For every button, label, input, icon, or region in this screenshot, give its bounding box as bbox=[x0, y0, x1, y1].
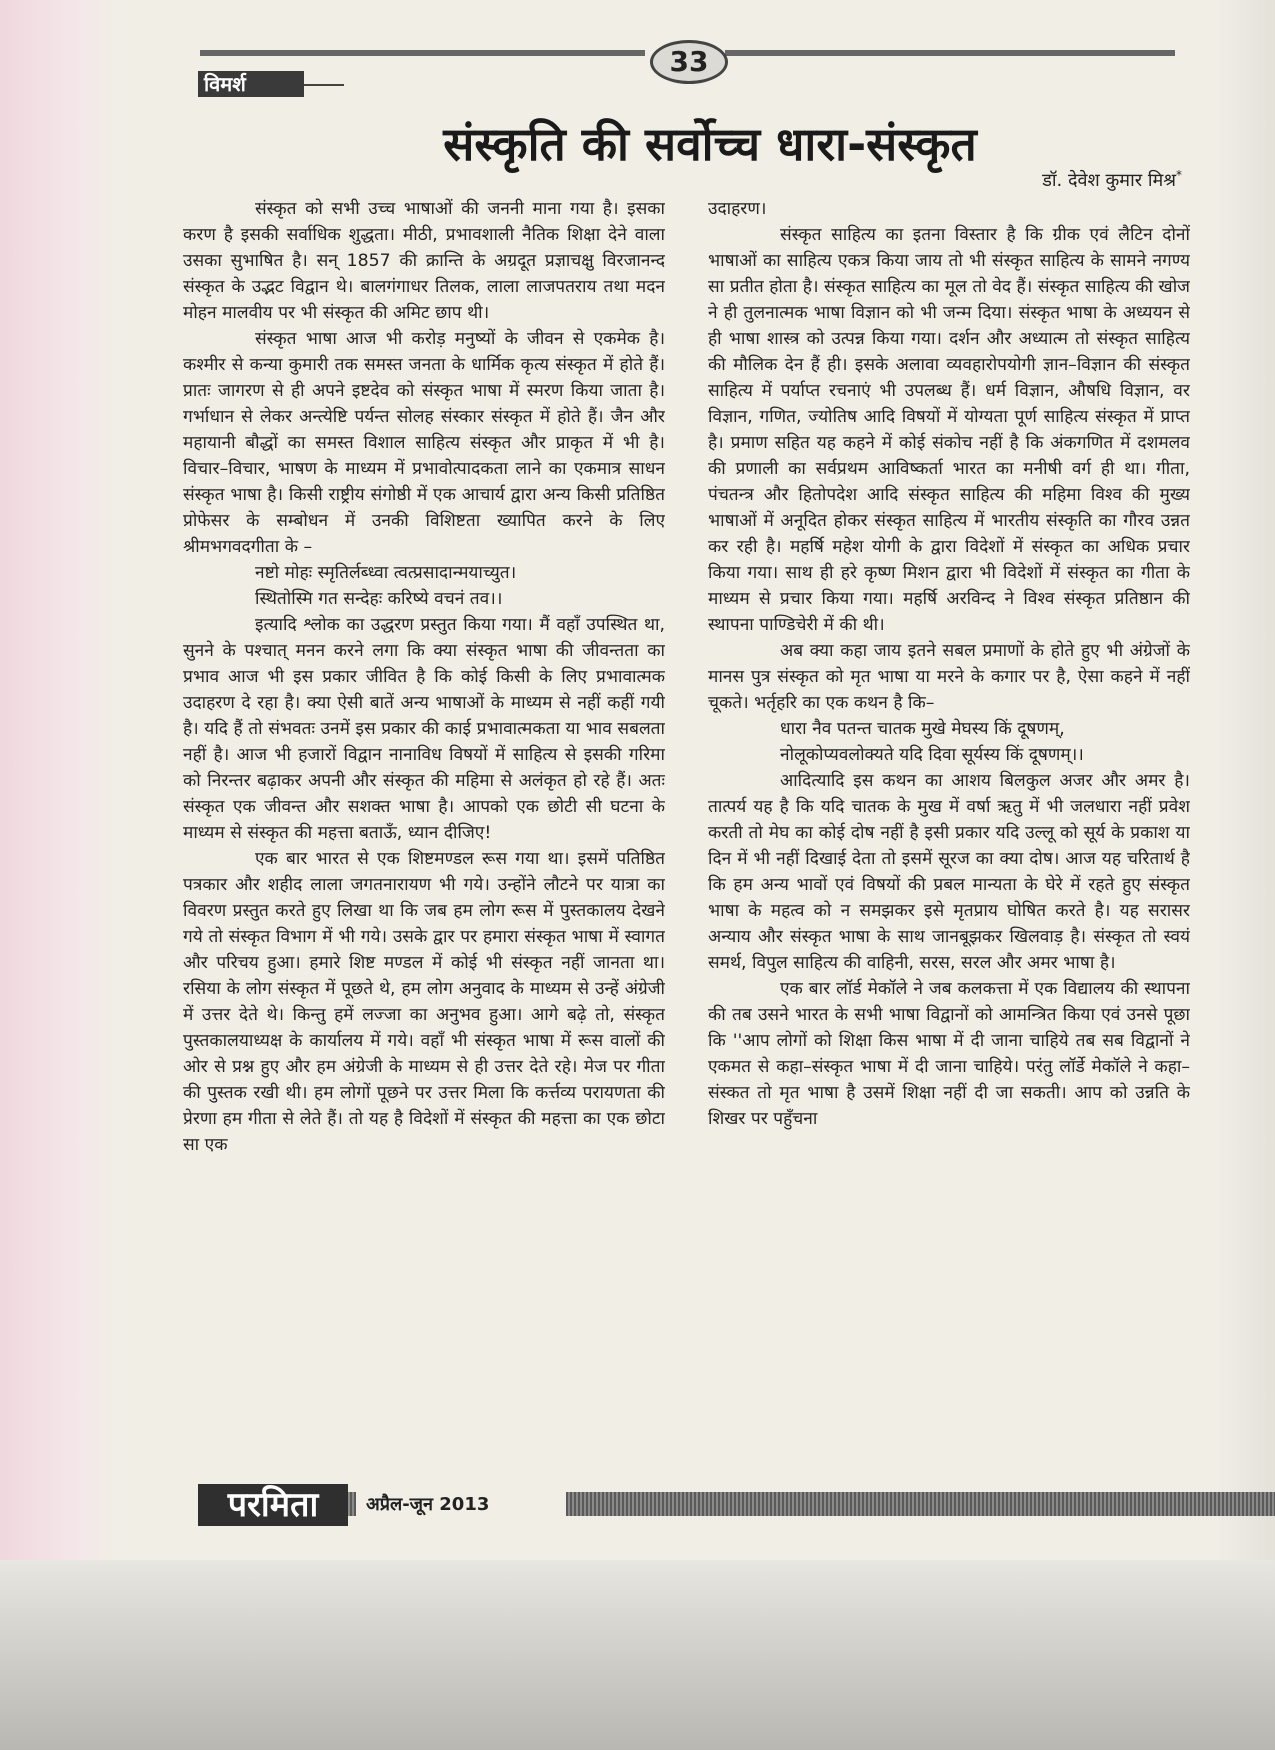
left-column bbox=[183, 196, 665, 1476]
paragraph: उदाहरण। bbox=[708, 199, 767, 219]
paragraph: इत्यादि श्लोक का उद्धरण प्रस्तुत किया गया। मैं वहाँ उपस्थित था, सुनने के पश्चात् मनन करने लगा कि क्या संस्कृत भाषा की जीवन्तता का प्रभाव आज भी इस प्रकार जीवित है कि कोई किसी के लिए प्रभावात्मक उदाहरण दे रहा है। क्या ऐसी बातें अन्य भाषाओं के माध्यम से नहीं कहीं गयी है। यदि हैं तो संभवतः उनमें इस प्रकार की काई प्रभावात्मकता या भाव सबलता नहीं है। आज भी हजारों विद्वान नानाविध विषयों में साहित्य से इसकी गरिमा को निरन्तर बढ़ाकर अपनी और संस्कृत की महिमा से अलंकृत हो रहे हैं। अतः संस्कृत एक जीवन्त और सशक्त भाषा है। आपको एक छोटी सी घटना के माध्यम से संस्कृत की महत्ता बताऊँ, ध्यान दीजिए! bbox=[183, 615, 665, 843]
section-tag-rule bbox=[304, 84, 344, 86]
verse-line: धारा नैव पतन्त चातक मुखे मेघस्य किं दूषणम्, bbox=[780, 719, 1065, 739]
paragraph: एक बार लॉर्ड मेकॉले ने जब कलकत्ता में एक विद्यालय की स्थापना की तब उसने भारत के सभी भाषा विद्वानों को आमन्त्रित किया एवं उनसे पूछा कि ''आप लोगों को शिक्षा किस भाषा में दी जाना चाहिये तब सब विद्वानों ने एकमत से कहा–संस्कृत भाषा में दी जाना चाहिये। परंतु लॉर्डे मेकॉले ने कहा–संस्कत तो मृत भाषा है उसमें शिक्षा नहीं दी जा सकती। आप को उन्नति के शिखर पर पहुँचना bbox=[708, 979, 1190, 1129]
issue-date: अप्रैल-जून 2013 bbox=[356, 1484, 566, 1526]
article-title: संस्कृति की सर्वोच्च धारा-संस्कृत bbox=[443, 117, 977, 171]
verse-line: स्थितोस्मि गत सन्देहः करिष्ये वचनं तव।। bbox=[255, 589, 503, 609]
verse-line: नष्टो मोहः स्मृतिर्लब्ध्वा त्वत्प्रसादान्मयाच्युत। bbox=[255, 563, 517, 583]
right-column bbox=[708, 196, 1190, 1476]
paragraph: आदित्यादि इस कथन का आशय बिलकुल अजर और अमर है। तात्पर्य यह है कि यदि चातक के मुख में वर्षा ऋतु में भी जलधारा नहीं प्रवेश करती तो मेघ का कोई दोष नहीं है इसी प्रकार यदि उल्लू को सूर्य के प्रकाश या दिन में भी नहीं दिखाई देता तो इसमें सूरज का क्या दोष। आज यह चरितार्थ है कि हम अन्य भावों एवं विषयों की प्रबल मान्यता के घेरे में रहते हुए संस्कृत भाषा के महत्व को न समझकर इसे मृतप्राय घोषित करते है। यह सरासर अन्याय और संस्कृत भाषा के साथ जानबूझकर खिलवाड़ है। संस्कृत तो स्वयं समर्थ, विपुल साहित्य की वाहिनी, सरस, सरल और अमर भाषा है। bbox=[708, 771, 1190, 973]
paragraph: एक बार भारत से एक शिष्टमण्डल रूस गया था। इसमें पतिष्ठित पत्रकार और शहीद लाला जगतनारायण भी गये। उन्होंने लौटने पर यात्रा का विवरण प्रस्तुत करते हुए लिखा था कि जब हम लोग रूस में पुस्तकालय देखने गये तो संस्कृत विभाग में भी गये। उसके द्वार पर हमारा संस्कृत भाषा में स्वागत और परिचय हुआ। हमारे शिष्ट मण्डल में कोई भी संस्कृत नहीं जानता था। रसिया के लोग संस्कृत में पूछते थे, हम लोग अनुवाद के माध्यम से उन्हें अंग्रेजी में उत्तर देते थे। किन्तु हमें लज्जा का अनुभव हुआ। आगे बढ़े तो, संस्कृत पुस्तकालयाध्यक्ष के कार्यालय में गये। वहाँ भी संस्कृत भाषा में रूस वालों की ओर से प्रश्न हुए और हम अंग्रेजी के माध्यम से ही उत्तर देते रहे। मेज पर गीता की पुस्तक रखी थी। हम लोगों पूछने पर उत्तर मिला कि कर्त्तव्य परायणता की प्रेरणा हम गीता से लेते हैं। तो यह है विदेशों में संस्कृत की महत्ता का एक छोटा सा एक bbox=[183, 849, 665, 1155]
paragraph: संस्कृत को सभी उच्च भाषाओं की जननी माना गया है। इसका करण है इसकी सर्वाधिक शुद्धता। मीठी, प्रभावशाली नैतिक शिक्षा देने वाला उसका सुभाषित है। सन् 1857 की क्रान्ति के अग्रदूत प्रज्ञाचक्षु विरजानन्द संस्कृत के उद्भट विद्वान थे। बालगंगाधर तिलक, लाला लाजपतराय तथा मदन मोहन मालवीय पर भी संस्कृत की अमिट छाप थी। bbox=[183, 199, 665, 323]
paragraph: अब क्या कहा जाय इतने सबल प्रमाणों के होते हुए भी अंग्रेजों के मानस पुत्र संस्कृत को मृत भाषा या मरने के कगार पर है, ऐसा कहने में नहीं चूकते। भर्तृहरि का एक कथन है कि– bbox=[708, 641, 1190, 713]
paragraph: संस्कृत भाषा आज भी करोड़ मनुष्यों के जीवन से एकमेक है। कश्मीर से कन्या कुमारी तक समस्त जनता के धार्मिक कृत्य संस्कृत में होते हैं। प्रातः जागरण से ही अपने इष्टदेव को संस्कृत भाषा में स्मरण किया जाता है। गर्भाधान से लेकर अन्त्येष्टि पर्यन्त सोलह संस्कार संस्कृत में होते हैं। जैन और महायानी बौद्धों का समस्त विशाल साहित्य संस्कृत और प्राकृत में भी है। विचार–विचार, भाषण के माध्यम में प्रभावोत्पादकता लाने का एकमात्र साधन संस्कृत भाषा है। किसी राष्ट्रीय संगोष्ठी में एक आचार्य द्वारा अन्य किसी प्रतिष्ठित प्रोफेसर के सम्बोधन में उनकी विशिष्टता ख्यापित करने के लिए श्रीमभगवदगीता के – bbox=[183, 329, 665, 557]
header-rule-right bbox=[725, 50, 1175, 56]
scan-shadow-left bbox=[0, 0, 120, 1750]
author-name: डॉ. देवेश कुमार मिश्र bbox=[1042, 170, 1176, 191]
author-footnote-mark: * bbox=[1176, 168, 1182, 182]
verse-line: नोलूकोप्यवलोक्यते यदि दिवा सूर्यस्य किं दूषणम्।। bbox=[780, 745, 1084, 765]
scan-shadow-bottom bbox=[0, 1560, 1275, 1750]
scan-shadow-right bbox=[1215, 0, 1275, 1560]
header-rule-left bbox=[200, 50, 645, 56]
magazine-logo: परमिता bbox=[198, 1484, 348, 1526]
section-tag: विमर्श bbox=[198, 71, 304, 97]
article-author bbox=[870, 168, 1182, 192]
paragraph: संस्कृत साहित्य का इतना विस्तार है कि ग्रीक एवं लैटिन दोनों भाषाओं का साहित्य एकत्र किया जाय तो भी संस्कृत साहित्य के सामने नगण्य सा प्रतीत होता है। संस्कृत साहित्य का मूल तो वेद हैं। संस्कृत साहित्य की खोज ने ही तुलनात्मक भाषा विज्ञान को भी जन्म दिया। संस्कृत भाषा के अध्ययन से ही भाषा शास्त्र को उत्पन्न किया गया। दर्शन और अध्यात्म तो संस्कृत साहित्य की मौलिक देन हैं ही। इसके अलावा व्यवहारोपयोगी ज्ञान–विज्ञान की संस्कृत साहित्य में पर्याप्त रचनाएं भी उपलब्ध हैं। धर्म विज्ञान, औषधि विज्ञान, वर विज्ञान, गणित, ज्योतिष आदि विषयों में योग्यता पूर्ण साहित्य संस्कृत में प्राप्त है। प्रमाण सहित यह कहने में कोई संकोच नहीं है कि अंकगणित में दशमलव की प्रणाली का सर्वप्रथम आविष्कर्ता भारत का मनीषी वर्ग ही था। गीता, पंचतन्त्र और हितोपदेश आदि संस्कृत साहित्य की महिमा विश्व की मुख्य भाषाओं में अनूदित होकर संस्कृत साहित्य में भारतीय संस्कृति का गौरव उन्नत कर रही है। महर्षि महेश योगी के द्वारा विदेशों में संस्कृत का अधिक प्रचार किया गया। साथ ही हरे कृष्ण मिशन द्वारा भी विदेशों में संस्कृत का गीता के माध्यम से प्रचार किया गया। महर्षि अरविन्द ने विश्व संस्कृत प्रतिष्ठान की स्थापना पाण्डिचेरी में की थी। bbox=[708, 225, 1190, 635]
page-number: 33 bbox=[650, 40, 728, 84]
